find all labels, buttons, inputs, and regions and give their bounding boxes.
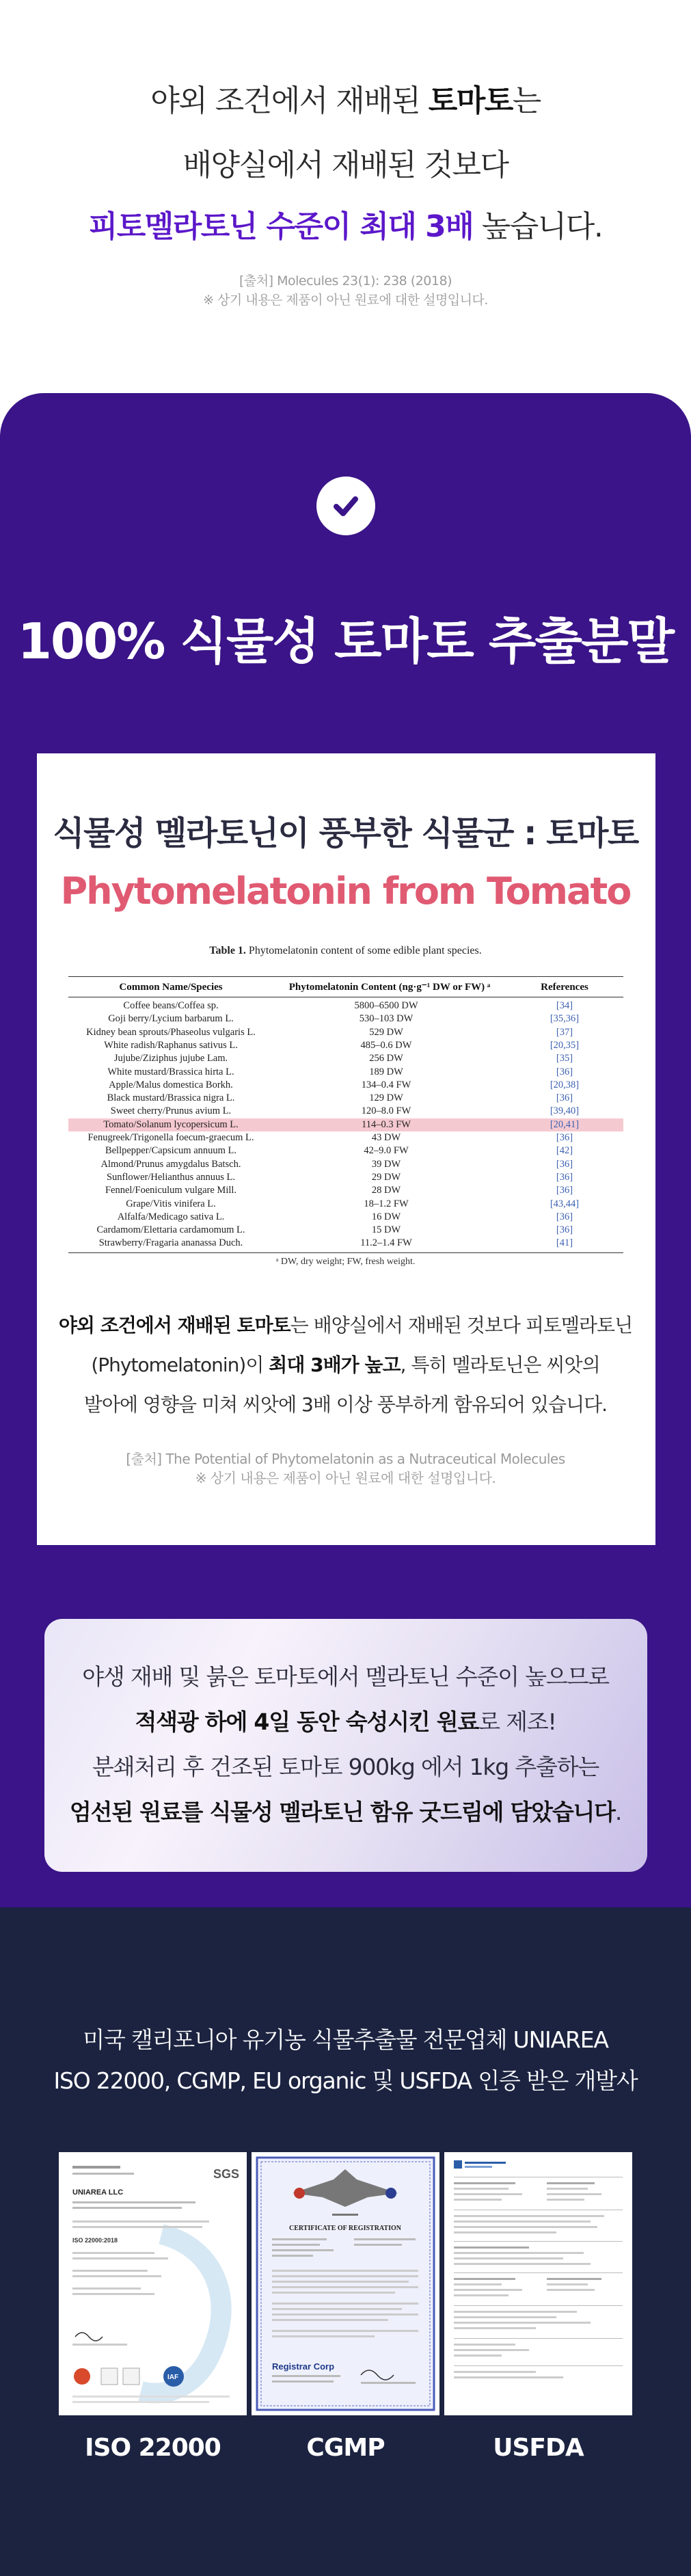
intro-line-1: 야외 조건에서 재배된 토마토는 [150, 83, 541, 118]
table-cell-name: Sweet cherry/Prunus avium L. [110, 1105, 232, 1117]
table-cell-content: 18–1.2 FW [364, 1198, 409, 1209]
table-cell-reference: [41] [556, 1237, 573, 1249]
table-row [68, 1012, 623, 1025]
certificate-iso22000 [59, 2152, 247, 2415]
table-cell-content: 5800–6500 DW [354, 1000, 418, 1011]
table-cell-content: 485–0.6 DW [360, 1039, 412, 1051]
table-cell-name: Apple/Malus domestica Borkh. [109, 1079, 233, 1090]
table-cell-reference: [43,44] [550, 1198, 580, 1209]
table-cell-name: White mustard/Brassica hirta L. [107, 1066, 234, 1077]
certificate-iso22000-image [59, 2152, 247, 2415]
table-cell-reference: [36] [556, 1066, 573, 1077]
table-cell-content: 15 DW [371, 1224, 401, 1236]
certificate-usfda-image [444, 2152, 632, 2415]
table-cell-content: 42–9.0 FW [364, 1145, 409, 1157]
paper-source: [출처] The Potential of Phytomelatonin as a Nutraceutical Molecules [126, 1451, 565, 1467]
table-row [68, 1066, 623, 1079]
table-cell-content: 530–103 DW [359, 1013, 414, 1025]
table-cell-reference: [36] [556, 1224, 573, 1236]
intro-line-3: 피토멜라토닌 수준이 최대 3배 높습니다. [88, 209, 603, 244]
table-row [68, 1224, 623, 1237]
table-cell-reference: [35] [556, 1053, 573, 1064]
cert-label-usfda: USFDA [493, 2434, 584, 2462]
table-caption: Table 1. Phytomelatonin content of some edible plant species. [209, 945, 482, 956]
table-row [68, 1171, 623, 1184]
paper-body-line-2: (Phytomelatonin)이 최대 3배가 높고, 특히 멜라토닌은 씨앗의 [91, 1354, 600, 1376]
table-row [68, 1079, 623, 1092]
paper-body-line-1: 야외 조건에서 재배된 토마토는 배양실에서 재배된 것보다 피토멜라토닌 [58, 1314, 633, 1337]
table-cell-reference: [36] [556, 1092, 573, 1104]
table-row [68, 1184, 623, 1197]
table-cell-reference: [36] [556, 1211, 573, 1222]
table-cell-reference: [20,41] [550, 1118, 580, 1130]
table-cell-name: Tomato/Solanum lycopersicum L. [103, 1118, 239, 1130]
svg-text:CERTIFICATE OF REGISTRATION: CERTIFICATE OF REGISTRATION [289, 2225, 401, 2232]
table-row [68, 1092, 623, 1105]
purple-title: 100% 식물성 토마토 추출분말 [17, 613, 674, 670]
table-cell-reference: [39,40] [550, 1105, 580, 1117]
table-cell-name: Bellpepper/Capsicum annuum L. [105, 1145, 237, 1157]
certificate-cgmp [252, 2152, 439, 2415]
table-cell-name: Fennel/Foeniculum vulgare Mill. [105, 1185, 237, 1196]
intro-line-2: 배양실에서 재배된 것보다 [182, 148, 509, 183]
intro-disclaimer: ※ 상기 내용은 제품이 아닌 원료에 대한 설명입니다. [203, 293, 488, 308]
table-cell-reference: [36] [556, 1185, 573, 1196]
table-header-references: References [541, 982, 588, 993]
table-cell-name: Black mustard/Brassica nigra L. [107, 1092, 235, 1104]
table-rule-bottom [68, 1252, 623, 1253]
table-row [68, 1118, 623, 1131]
table-cell-content: 189 DW [369, 1066, 403, 1077]
cert-label-iso22000: ISO 22000 [85, 2434, 221, 2462]
table-cell-reference: [36] [556, 1158, 573, 1170]
paper-subtitle: Phytomelatonin from Tomato [60, 870, 631, 913]
table-cell-content: 114–0.3 FW [362, 1118, 411, 1130]
table-footnote: ᵃ DW, dry weight; FW, fresh weight. [275, 1257, 416, 1267]
table-header [68, 980, 623, 995]
table-row [68, 999, 623, 1012]
table-header-content: Phytomelatonin Content (ng·g⁻¹ DW or FW) ᵃ [288, 982, 491, 993]
table-cell-name: Grape/Vitis vinifera L. [126, 1198, 216, 1209]
table-cell-name: Fenugreek/Trigonella foecum-graecum L. [87, 1132, 254, 1143]
table-rule-top [68, 976, 623, 977]
table-cell-reference: [20,35] [550, 1039, 580, 1051]
table-row [68, 1158, 623, 1171]
table-row [68, 1144, 623, 1157]
table-cell-name: Strawberry/Fragaria ananassa Duch. [98, 1237, 243, 1249]
table-row [68, 1105, 623, 1118]
table-row [68, 1052, 623, 1065]
info-card-line-3: 분쇄처리 후 건조된 토마토 900kg 에서 1kg 추출하는 [92, 1754, 599, 1780]
table-cell-name: White radish/Raphanus sativus L. [104, 1039, 238, 1051]
svg-text:ISO 22000:2018: ISO 22000:2018 [72, 2237, 118, 2244]
intro-source: [출처] Molecules 23(1): 238 (2018) [239, 273, 452, 289]
table-cell-content: 129 DW [369, 1092, 403, 1104]
table-cell-content: 43 DW [371, 1132, 401, 1143]
table-cell-content: 529 DW [369, 1026, 403, 1038]
table-cell-reference: [37] [556, 1026, 573, 1038]
paper-title: 식물성 멜라토닌이 풍부한 식물군 : 토마토 [53, 814, 638, 853]
certification-line-2: ISO 22000, CGMP, EU organic 및 USFDA 인증 받은 개발사 [53, 2067, 638, 2094]
table-row [68, 1211, 623, 1224]
table-row [68, 1131, 623, 1144]
svg-text:IAF: IAF [167, 2374, 179, 2381]
table-cell-name: Cardamom/Elettaria cardamomum L. [96, 1224, 245, 1236]
table-row [68, 1198, 623, 1211]
svg-text:UNIAREA LLC: UNIAREA LLC [72, 2188, 124, 2197]
table-header-name: Common Name/Species [119, 982, 223, 993]
table-cell-reference: [36] [556, 1132, 573, 1143]
table-cell-content: 28 DW [371, 1185, 401, 1196]
intro-section [0, 0, 691, 383]
certificate-usfda [444, 2152, 632, 2415]
table-cell-name: Alfalfa/Medicago sativa L. [117, 1211, 225, 1222]
info-card-line-1: 야생 재배 및 붉은 토마토에서 멜라토닌 수준이 높으므로 [82, 1663, 609, 1690]
table-cell-content: 16 DW [371, 1211, 401, 1222]
table-cell-name: Coffee beans/Coffea sp. [123, 1000, 219, 1011]
paper-body-line-3: 발아에 영향을 미쳐 씨앗에 3배 이상 풍부하게 함유되어 있습니다. [83, 1393, 608, 1416]
table-cell-name: Jujube/Ziziphus jujube Lam. [113, 1053, 228, 1064]
table-row [68, 1237, 623, 1250]
certification-line-1: 미국 캘리포니아 유기농 식물추출물 전문업체 UNIAREA [83, 2026, 608, 2053]
table-cell-content: 39 DW [371, 1158, 401, 1170]
table-cell-reference: [20,38] [550, 1079, 580, 1090]
table-cell-name: Kidney bean sprouts/Phaseolus vulgaris L. [86, 1026, 256, 1038]
cert-label-cgmp: CGMP [306, 2434, 385, 2462]
paper-disclaimer: ※ 상기 내용은 제품이 아닌 원료에 대한 설명입니다. [195, 1470, 496, 1486]
table-cell-content: 120–8.0 FW [361, 1105, 411, 1117]
table-cell-content: 11.2–1.4 FW [360, 1237, 412, 1249]
table-row [68, 1026, 623, 1039]
table-cell-content: 256 DW [369, 1053, 403, 1064]
table-cell-content: 134–0.4 FW [361, 1079, 411, 1090]
table-cell-name: Almond/Prunus amygdalus Batsch. [100, 1158, 241, 1170]
table-cell-reference: [36] [556, 1171, 573, 1183]
check-circle-icon [316, 477, 375, 535]
table-cell-reference: [34] [556, 1000, 573, 1011]
table-cell-reference: [35,36] [550, 1013, 580, 1025]
table-row [68, 1039, 623, 1052]
table-cell-name: Goji berry/Lycium barbarum L. [108, 1013, 234, 1025]
info-card-line-4: 엄선된 원료를 식물성 멜라토닌 함유 굿드림에 담았습니다. [69, 1799, 622, 1825]
certificate-cgmp-image [252, 2152, 439, 2415]
table-cell-reference: [42] [556, 1145, 573, 1157]
info-card-line-2: 적색광 하에 4일 동안 숙성시킨 원료로 제조! [135, 1708, 556, 1735]
table-cell-name: Sunflower/Helianthus annuus L. [106, 1171, 236, 1183]
table-cell-content: 29 DW [371, 1171, 401, 1183]
svg-text:Registrar Corp: Registrar Corp [272, 2361, 335, 2372]
svg-text:SGS: SGS [213, 2167, 240, 2181]
